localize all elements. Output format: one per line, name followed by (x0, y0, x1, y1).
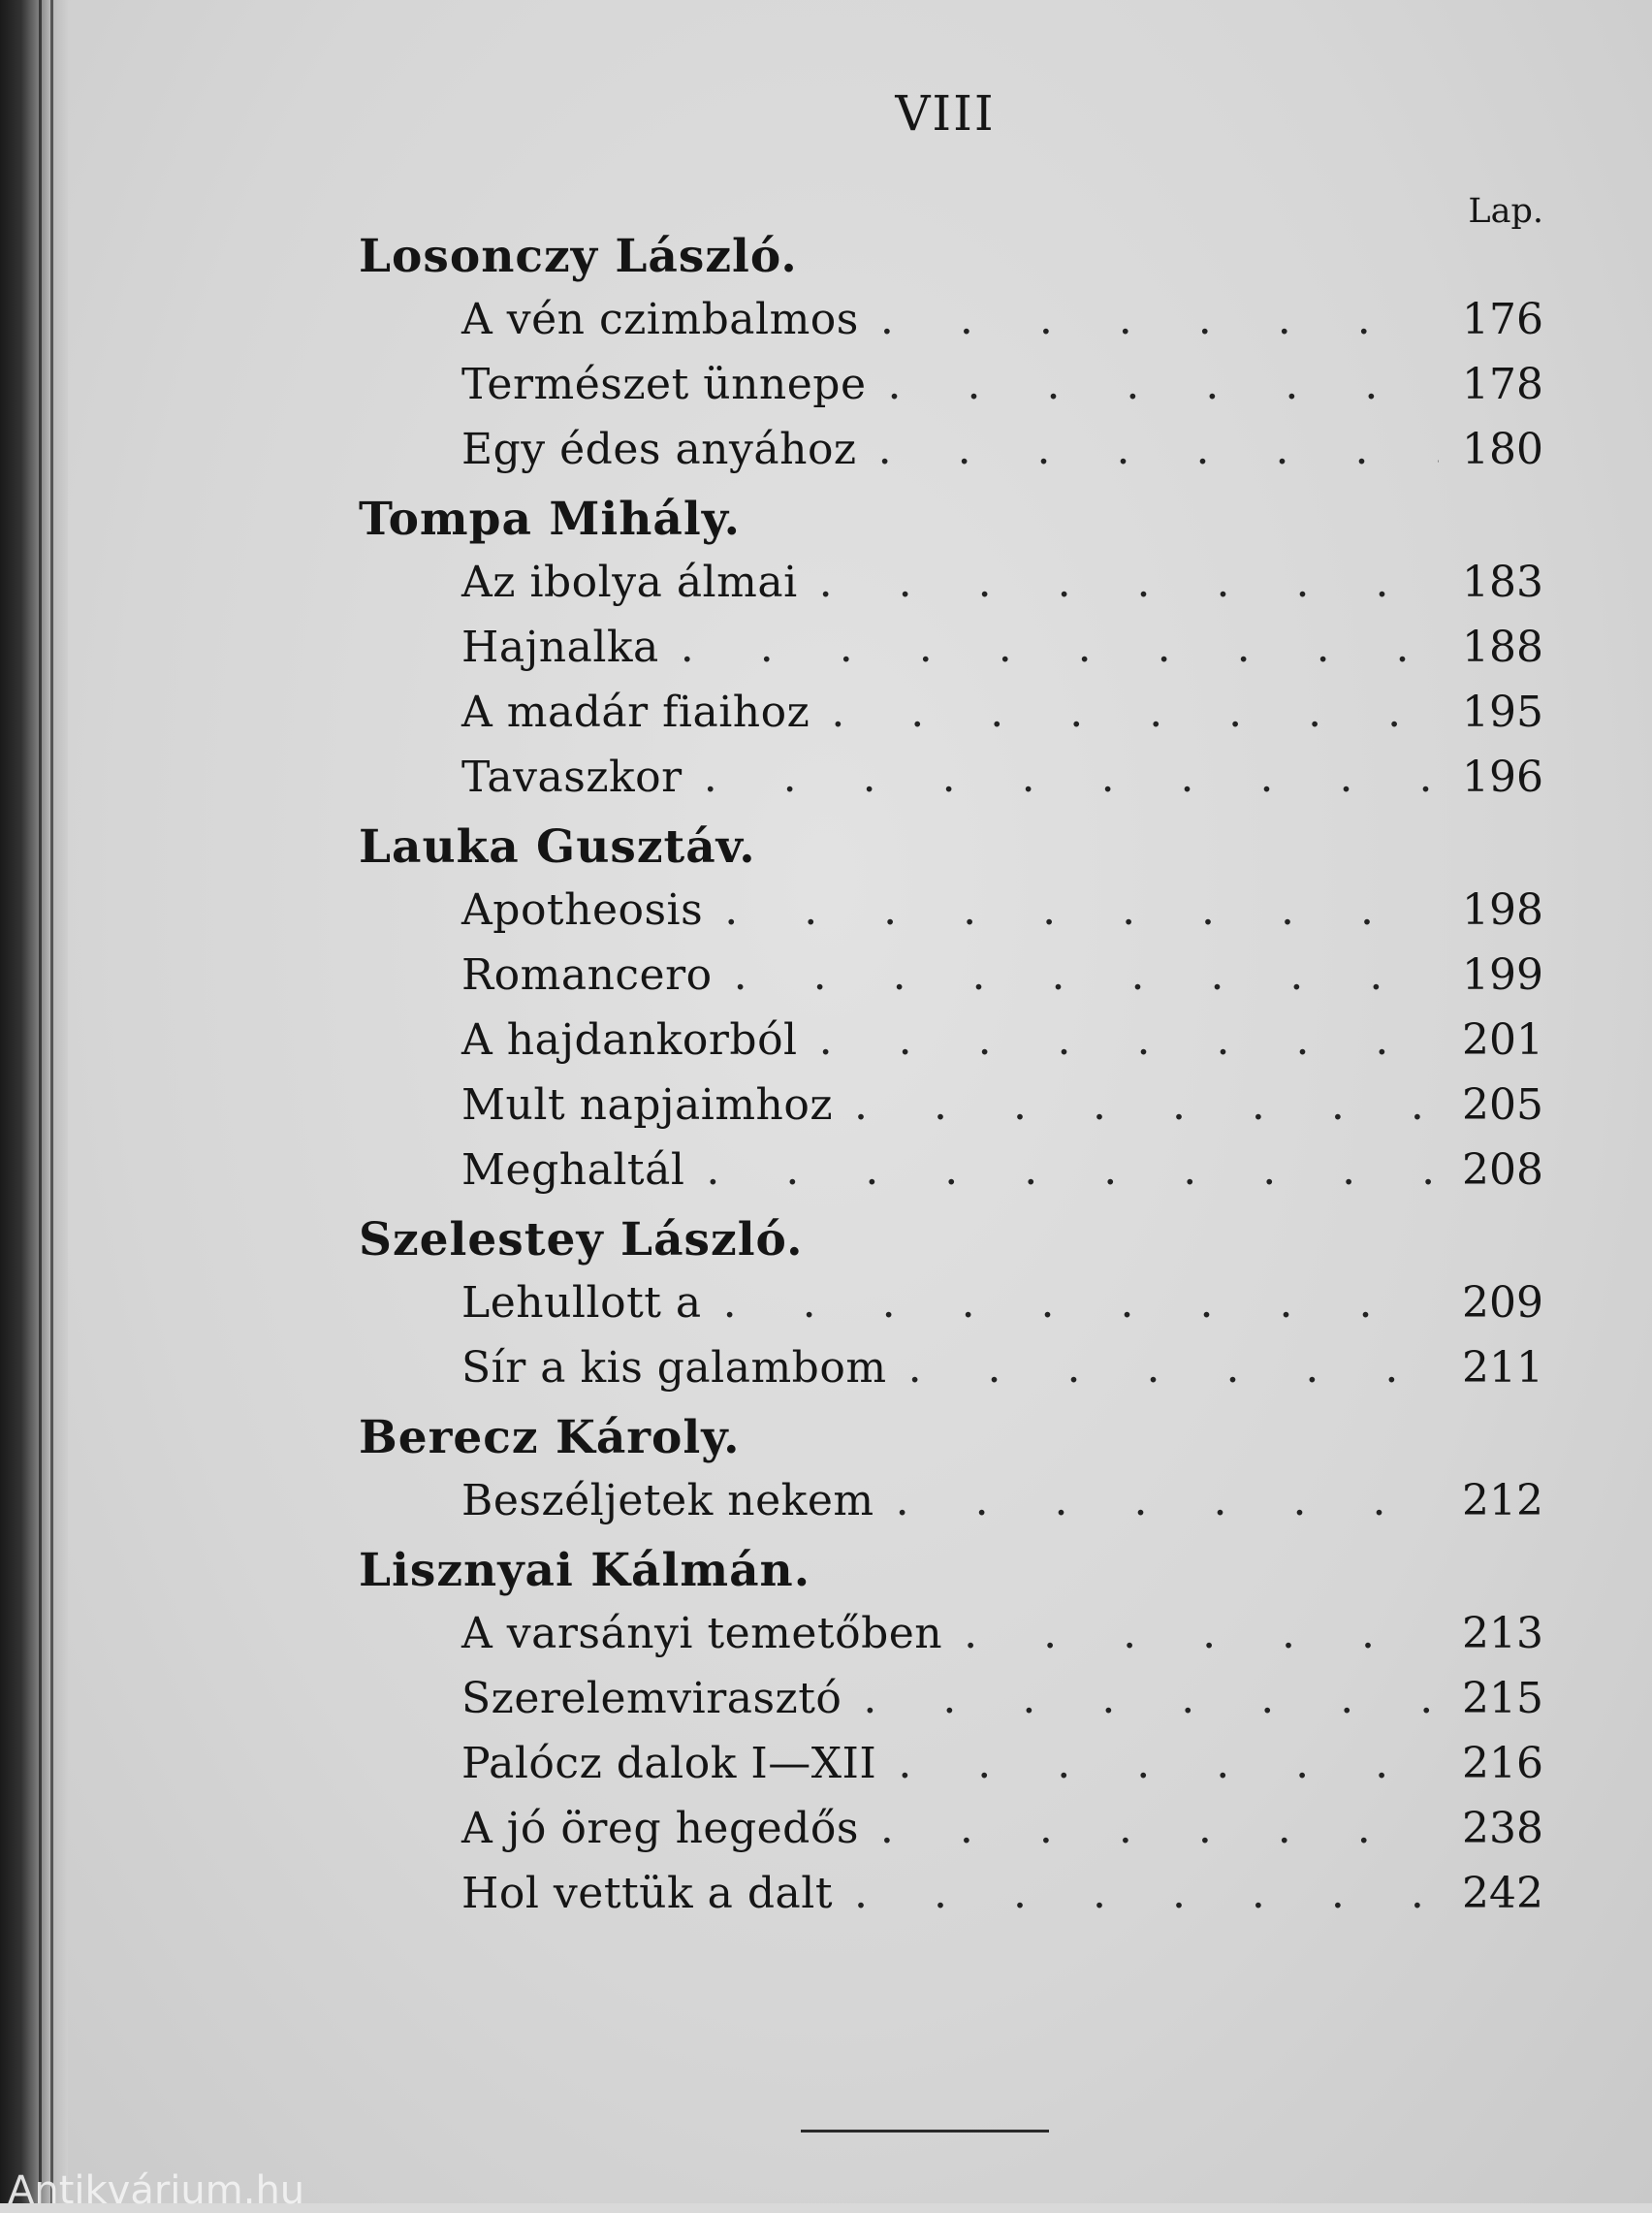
dot-leader (819, 550, 1439, 615)
page-number: VIII (895, 85, 996, 142)
author-heading: Losonczy László. (359, 230, 798, 283)
dot-leader (964, 1601, 1439, 1666)
dot-leader (706, 1138, 1439, 1203)
entry-page-number: 212 (1462, 1476, 1543, 1525)
entry-page-number: 242 (1462, 1869, 1543, 1918)
dot-leader (880, 1796, 1439, 1861)
entry-page-number: 209 (1462, 1278, 1543, 1328)
entry-title: Apotheosis (461, 885, 704, 935)
watermark: Antikvárium.hu (8, 2168, 305, 2213)
toc-entry (359, 745, 1543, 810)
entry-page-number: 211 (1462, 1343, 1543, 1393)
entry-title: Romancero (461, 950, 713, 1000)
page-column-label: Lap. (1468, 192, 1543, 231)
toc-entry (359, 1601, 1543, 1666)
entry-page-number: 188 (1462, 623, 1543, 672)
toc-entry (359, 615, 1543, 680)
entry-page-number: 196 (1462, 753, 1543, 802)
entry-page-number: 183 (1462, 558, 1543, 607)
toc-entry (359, 1138, 1543, 1203)
dot-leader (724, 878, 1439, 943)
author-heading: Szelestey László. (359, 1213, 804, 1267)
toc-entry (359, 1731, 1543, 1796)
toc-entry (359, 878, 1543, 943)
entry-title: Természet ünnepe (461, 360, 867, 409)
dot-leader (896, 1468, 1439, 1533)
dot-leader (908, 1335, 1439, 1400)
entry-page-number: 216 (1462, 1739, 1543, 1788)
entry-title: Palócz dalok I—XII (461, 1739, 877, 1788)
binding-line (39, 0, 42, 2203)
toc-entry (359, 1335, 1543, 1400)
binding-line (50, 0, 53, 2203)
dot-leader (681, 615, 1439, 680)
entry-title: A jó öreg hegedős (461, 1804, 859, 1853)
dot-leader (888, 352, 1440, 417)
author-heading: Berecz Károly. (359, 1411, 741, 1464)
entry-title: Hol vettük a dalt (461, 1869, 834, 1918)
entry-page-number: 215 (1462, 1674, 1543, 1723)
entry-title: Beszéljetek nekem (461, 1476, 874, 1525)
entry-title: A vén czimbalmos (461, 295, 859, 344)
dot-leader (723, 1270, 1439, 1335)
toc-entry (359, 680, 1543, 745)
entry-page-number: 201 (1462, 1015, 1543, 1065)
entry-page-number: 238 (1462, 1804, 1543, 1853)
toc-entry (359, 1073, 1543, 1138)
entry-page-number: 205 (1462, 1080, 1543, 1130)
closing-rule (801, 2130, 1049, 2133)
entry-title: A madár fiaihoz (461, 688, 810, 737)
entry-page-number: 180 (1462, 425, 1543, 474)
entry-title: Tavaszkor (461, 753, 683, 802)
entry-title: Hajnalka (461, 623, 659, 672)
toc-entry (359, 943, 1543, 1008)
toc-entry (359, 352, 1543, 417)
dot-leader (854, 1861, 1439, 1926)
dot-leader (898, 1731, 1439, 1796)
entry-page-number: 178 (1462, 360, 1543, 409)
entry-title: Szerelemvirasztó (461, 1674, 842, 1723)
toc-entry (359, 1666, 1543, 1731)
toc-entry (359, 1270, 1543, 1335)
toc-entry (359, 417, 1543, 482)
dot-leader (863, 1666, 1439, 1731)
dot-leader (878, 417, 1439, 482)
table-of-contents (359, 219, 1543, 1926)
entry-title: Meghaltál (461, 1145, 685, 1195)
entry-page-number: 176 (1462, 295, 1543, 344)
entry-page-number: 213 (1462, 1609, 1543, 1658)
entry-page-number: 198 (1462, 885, 1543, 935)
dot-leader (704, 745, 1439, 810)
entry-title: Sír a kis galambom (461, 1343, 887, 1393)
entry-title: A hajdankorból (461, 1015, 798, 1065)
author-heading: Tompa Mihály. (359, 493, 741, 546)
toc-entry (359, 1008, 1543, 1073)
entry-page-number: 208 (1462, 1145, 1543, 1195)
dot-leader (880, 287, 1439, 352)
dot-leader (831, 680, 1439, 745)
dot-leader (819, 1008, 1439, 1073)
toc-entry (359, 1468, 1543, 1533)
entry-title: Lehullott a (461, 1278, 702, 1328)
entry-title: Mult napjaimhoz (461, 1080, 834, 1130)
entry-page-number: 199 (1462, 950, 1543, 1000)
dot-leader (854, 1073, 1439, 1138)
toc-entry (359, 1796, 1543, 1861)
toc-entry (359, 1861, 1543, 1926)
entry-page-number: 195 (1462, 688, 1543, 737)
toc-entry (359, 287, 1543, 352)
entry-title: Egy édes anyához (461, 425, 857, 474)
dot-leader (734, 943, 1439, 1008)
book-binding (0, 0, 68, 2203)
author-heading: Lisznyai Kálmán. (359, 1544, 811, 1597)
toc-entry (359, 550, 1543, 615)
entry-title: Az ibolya álmai (461, 558, 798, 607)
author-heading: Lauka Gusztáv. (359, 820, 756, 874)
entry-title: A varsányi temetőben (461, 1609, 943, 1658)
